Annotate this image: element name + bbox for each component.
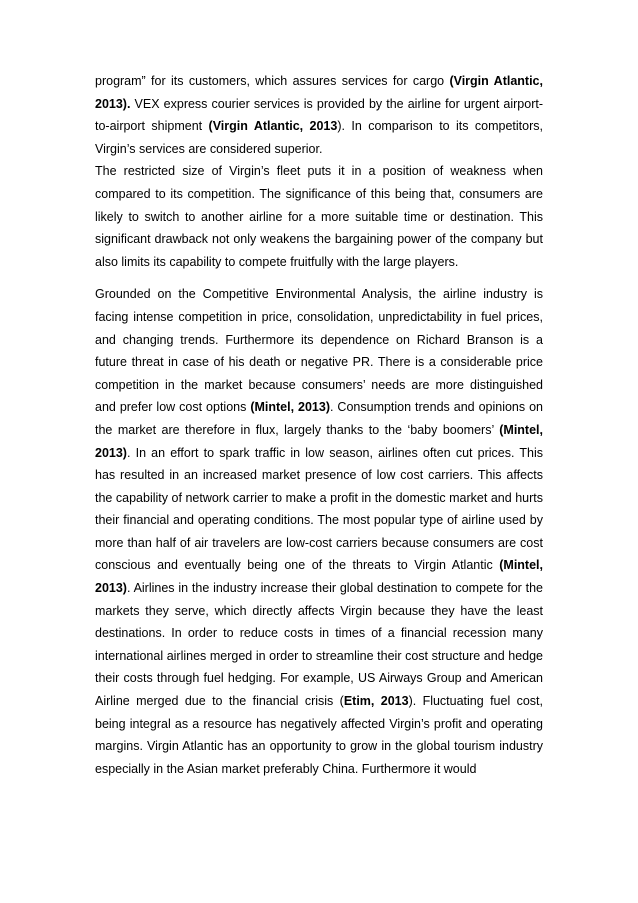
paragraph-cargo-services — [95, 70, 543, 160]
text-run: Grounded on the Competitive Environmental Analysis, the airline industry is facing intense competition in price, consolidation, unpredictability in fuel prices, and changing trends. Furthermore its dependence on Richard Branson is a future threat in case of his death or negative PR. There is a considerable price competition in the market because consumers’ needs are more distinguished and prefer low cost options — [95, 287, 543, 415]
citation: (Mintel, 2013) — [95, 422, 543, 460]
document-page — [95, 70, 543, 780]
citation: Etim, 2013 — [343, 694, 409, 709]
text-run: ). In comparison to its competitors, Virgin’s services are considered superior. — [95, 119, 543, 156]
paragraph-fleet-weakness — [95, 160, 543, 273]
text-run: . Consumption trends and opinions on the market are therefore in flux, largely thanks to the ‘baby boomers’ — [95, 400, 543, 437]
paragraph-competitive-analysis — [95, 283, 543, 780]
text-run: ). Fluctuating fuel cost, being integral as a resource has negatively affected Virgin’s profit and operating margins. Virgin Atlantic has an opportunity to grow in the global tourism industry especially in the Asian market preferably China. Furthermore it would — [95, 694, 543, 776]
citation: (Mintel, 2013) — [250, 400, 330, 415]
citation: (Virgin Atlantic, 2013). — [95, 74, 543, 111]
text-run: program” for its customers, which assures services for cargo — [95, 74, 450, 88]
text-run: The restricted size of Virgin’s fleet puts it in a position of weakness when compared to its competition. The significance of this being that, consumers are likely to switch to another airline for a more suitable time or destination. This significant drawback not only weakens the bargaining power of the company but also limits its capability to compete fruitfully with the large players. — [95, 164, 543, 269]
text-run: . In an effort to spark traffic in low season, airlines often cut prices. This has resulted in an increased market presence of low cost carriers. This affects the capability of network carrier to make a profit in the domestic market and hurts their financial and operating conditions. The most popular type of airline used by more than half of air travelers are low-cost carriers because consumers are cost conscious and eventually being one of the threats to Virgin Atlantic — [95, 445, 543, 573]
text-run: VEX express courier services is provided by the airline for urgent airport-to-airport shipment — [95, 96, 543, 134]
citation: (Virgin Atlantic, 2013 — [208, 119, 338, 134]
citation: (Mintel, 2013) — [95, 558, 543, 596]
text-run: . Airlines in the industry increase their global destination to compete for the markets they serve, which directly affects Virgin because they have the least destinations. In order to reduce costs in times of a financial recession many international airlines merged in order to streamline their cost structure and hedge their costs through fuel hedging. For example, US Airways Group and American Airline merged due to the financial crisis ( — [95, 581, 543, 709]
